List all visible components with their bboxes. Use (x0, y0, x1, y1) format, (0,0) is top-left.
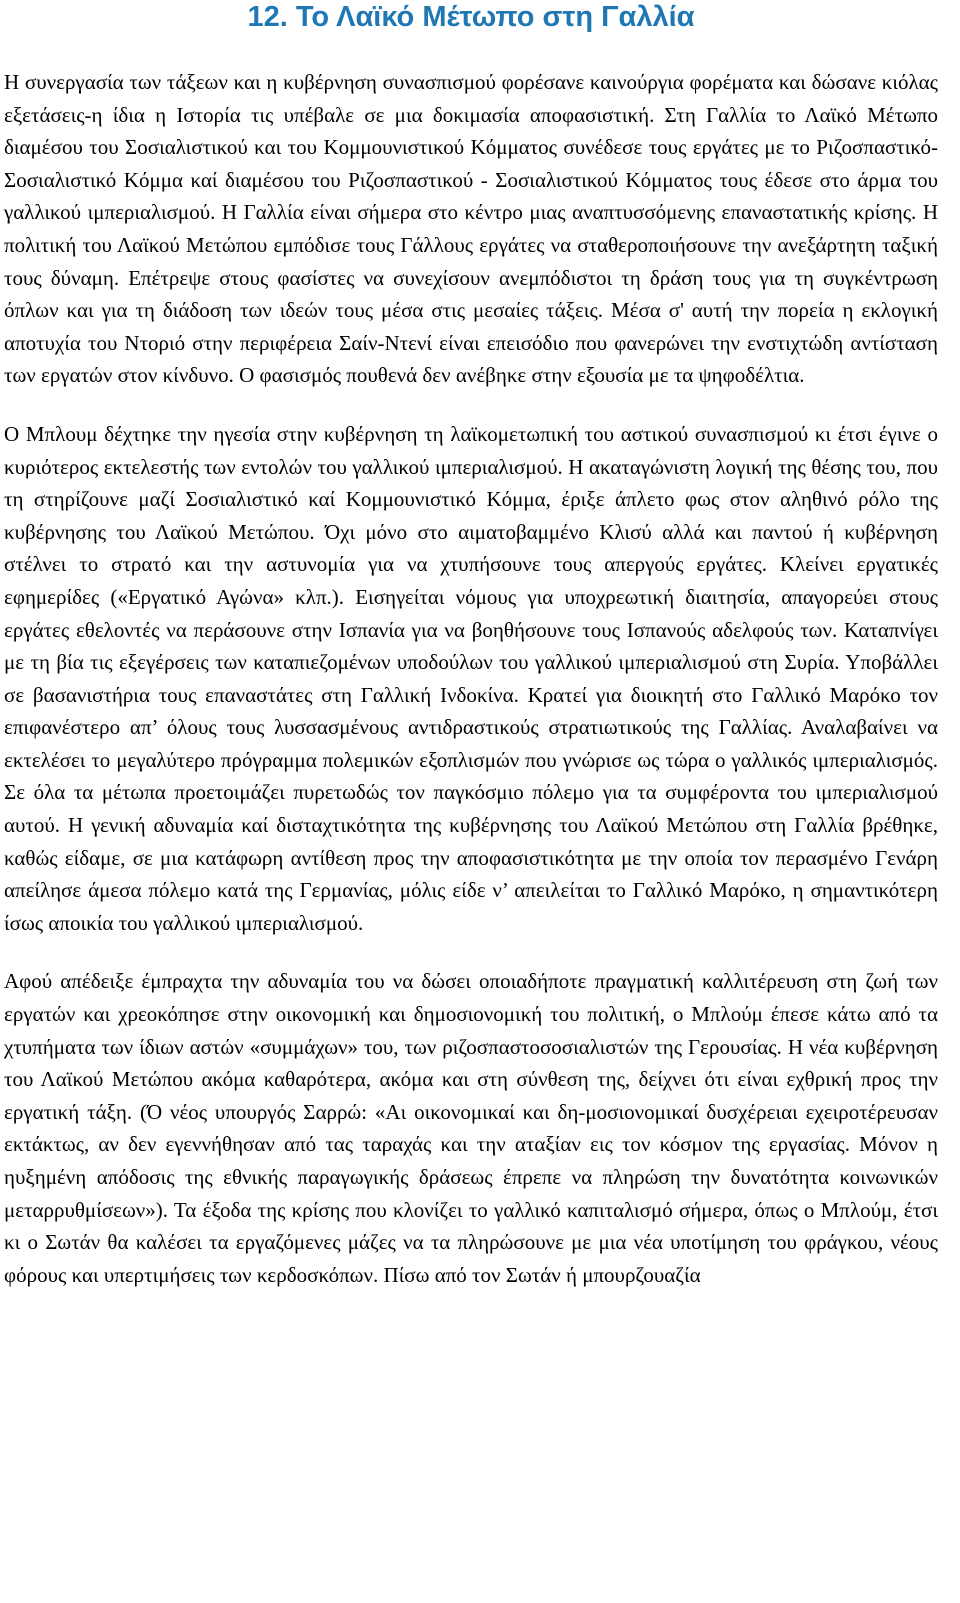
paragraph-2: Ο Μπλουμ δέχτηκε την ηγεσία στην κυβέρνηση τη λαϊκομετωπική του αστικού συνασπισμού κι έτσι έγινε ο κυριότερος εκτελεστής των εντολών του γαλλικού ιμπεριαλισμού. Η ακαταγώνιστη λογική της θέσης του, που τη στηρίζουνε μαζί Σοσιαλιστικό καί Κομμουνιστικό Κόμμα, έριξε άπλετο φως στον αληθινό ρόλο της κυβέρνησης του Λαϊκού Μετώπου. Όχι μόνο στο αιματοβαμμένο Κλισύ αλλά και παντού ή κυβέρνηση στέλνει το στρατό και την αστυνομία για να χτυπήσουνε τους απεργούς εργάτες. Κλείνει εργατικές εφημερίδες («Εργατικό Αγώνα» κλπ.). Εισηγείται νόμους για υποχρεωτική διαιτησία, απαγορεύει στους εργάτες εθελοντές να περάσουνε στην Ισπανία για να βοηθήσουνε τους Ισπανούς αδελφούς των. Καταπνίγει με τη βία τις εξεγέρσεις των καταπιεζομένων υποδούλων του γαλλικού ιμπεριαλισμού στη Συρία. Υποβάλλει σε βασανιστήρια τους επαναστάτες στη Γαλλική Ινδοκίνα. Κρατεί για διοικητή στο Γαλλικό Μαρόκο τον επιφανέστερο απ’ όλους τους λυσσασμένους αντιδραστικούς στρατιωτικούς της Γαλλίας. Αναλαβαίνει να εκτελέσει το μεγαλύτερο πρόγραμμα πολεμικών εξοπλισμών που γνώρισε ως τώρα ο γαλλικός ιμπεριαλισμός. Σε όλα τα μέτωπα προετοιμάζει πυρετωδώς τον παγκόσμιο πόλεμο για τα συμφέροντα του ιμπεριαλισμού αυτού. Η γενική αδυναμία καί δισταχτικότητα της κυβέρνησης του Λαϊκού Μετώπου στη Γαλλία βρέθηκε, καθώς είδαμε, σε μια κατάφωρη αντίθεση προς την αποφασιστικότητα με την οποία τον περασμένο Γενάρη απείλησε άμεσα πόλεμο κατά της Γερμανίας, μόλις είδε ν’ απειλείται το Γαλλικό Μαρόκο, η σημαντικότερη ίσως αποικία του γαλλικού ιμπεριαλισμού. (4, 421, 938, 935)
paragraph-3: Αφού απέδειξε έμπραχτα την αδυναμία του να δώσει οποιαδήποτε πραγματική καλλιτέρευση στη ζωή των εργατών και χρεοκόπησε στην οικονομική και δημοσιονομική του πολιτική, ο Μπλούμ έπεσε κάτω από τα χτυπήματα των ίδιων αστών «συμμάχων» του, των ριζοσπαστοσοσιαλιστών της Γερουσίας. Η νέα κυβέρνηση του Λαϊκού Μετώπου ακόμα καθαρότερα, ακόμα και στη σύνθεση της, δείχνει ότι είναι εχθρική προς την εργατική τάξη. (Ό νέος υπουργός Σαρρώ: «Αι οικονομικαί και δη-μοσιονομικαί δυσχέρειαι εχειροτέρευσαν εκτάκτως, αν δεν εγεννήθησαν από τας ταραχάς και την αταξίαν εις τον κόσμον της εργασίας. Μόνον η ηυξημένη απόδοσις της εθνικής παραγωγικής δράσεως έπρεπε να πληρώση την δυνατότητα κοινωνικών μεταρρυθμίσεων»). Τα έξοδα της κρίσης που κλονίζει το γαλλικό καπιταλισμό σήμερα, όπως ο Μπλούμ, έτσι κι ο Σωτάν θα καλέσει τα εργαζόμενες μάζες να τα πληρώσουνε με μια νέα υποτίμηση του φράγκου, νέους φόρους και υπερτιμήσεις των κερδοσκόπων. Πίσω από τον Σωτάν ή μπουρζουαζία (4, 969, 938, 1287)
paragraph-1: Η συνεργασία των τάξεων και η κυβέρνηση συνασπισμού φορέσανε καινούργια φορέματα και δώσανε κιόλας εξετάσεις-η ίδια η Ιστορία τις υπέβαλε σε μια δοκιμασία αποφασιστική. Στη Γαλλία το Λαϊκό Μέτωπο διαμέσου του Σοσιαλιστικού και του Κομμουνιστικού Κόμματος συνέδεσε τους εργάτες με το Ριζοσπαστικό-Σοσιαλιστικό Κόμμα καί διαμέσου του Ριζοσπαστικού - Σοσιαλιστικού Κόμματος τους έδεσε στο άρμα του γαλλικού ιμπεριαλισμού. Η Γαλλία είναι σήμερα στο κέντρο μιας αναπτυσσόμενης επαναστατικής κρίσης. Η πολιτική του Λαϊκού Μετώπου εμπόδισε τους Γάλλους εργάτες να σταθεροποιήσουνε την ανεξάρτητη ταξική τους δύναμη. Επέτρεψε στους φασίστες να συνεχίσουν ανεμπόδιστοι τη δράση τους για τη συγκέντρωση όπλων και για τη διάδοση των ιδεών τους μέσα στις μεσαίες τάξεις. Μέσα σ' αυτή την πορεία η εκλογική αποτυχία του Ντοριό στην περιφέρεια Σαίν-Ντενί είναι επεισόδιο που φανερώνει την ενστιχτώδη αντίσταση των εργατών στον κίνδυνο. Ο φασισμός πουθενά δεν ανέβηκε στην εξουσία με τα ψηφοδέλτια. (4, 70, 938, 388)
page-title: 12. Το Λαϊκό Μέτωπο στη Γαλλία (247, 1, 695, 33)
